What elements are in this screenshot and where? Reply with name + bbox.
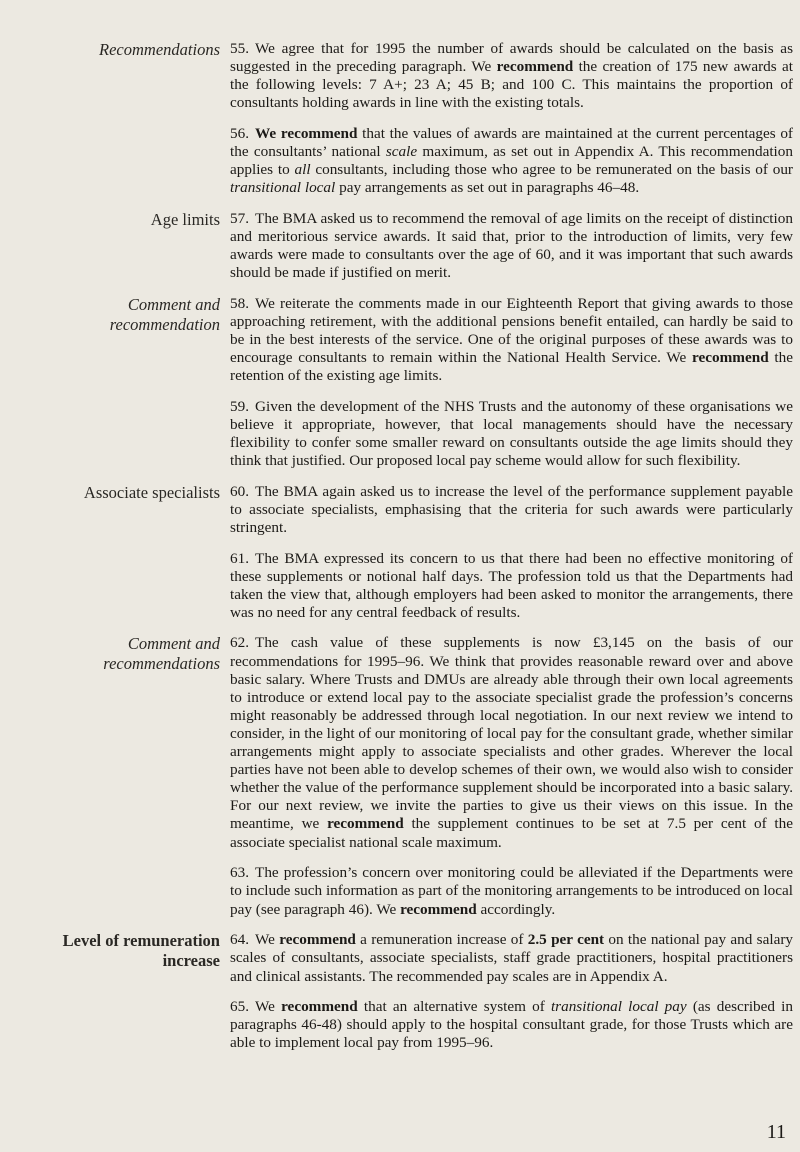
- margin-heading-line: recommendation: [109, 314, 220, 334]
- paragraph-text: consultants, including those who agree to be remunerated on the basis of our: [310, 161, 794, 179]
- margin-heading-level-of-remuneration: [63, 931, 220, 971]
- paragraph-number: 59.: [230, 397, 250, 415]
- margin-heading-comment-recommendation: [110, 295, 220, 335]
- paragraph-number: 60.: [230, 482, 250, 500]
- paragraph-text: a remuneration increase of: [355, 931, 528, 949]
- paragraph-number: 57.: [230, 209, 250, 227]
- paragraph-bold: recommend: [281, 998, 358, 1016]
- paragraph-text: Given the development of the NHS Trusts and the autonomy of these organisations we believe it appropriate, however, that local managements should have the necessary flexibility to confer some smaller reward on consultants outside the age limits should they think that justified. Our proposed local pay scheme would allow for such flexibility.: [230, 397, 793, 469]
- paragraph-text: The cash value of these supplements is now £3,145 on the basis of our recommendations for 1995–96. We think that provides reasonable reward over and above basic salary. Where Trusts and DMUs are already able through their own local agreements to introduce or extend local pay to the associate specialist grade the profession’s concerns might reasonably be addressed through local negotiation. In our next review we intend to consider, in the light of our monitoring of local pay for the consultant grade, whether similar arrangements might apply to associate specialists and other grades. Wherever the local parties have not been able to develop schemes of their own, we would also wish to consider whether the value of the performance supplement should be incorporated into a basic salary. For our next review, we invite the parties to give us their views on this issue. In the meantime, we: [230, 634, 793, 833]
- margin-heading-age-limits: Age limits: [150, 209, 220, 229]
- paragraph-number: 55.: [230, 40, 250, 57]
- paragraph-bold: 2.5 per cent: [527, 931, 605, 949]
- margin-heading-associate-specialists: Associate specialists: [83, 482, 220, 502]
- paragraph-italic: transitional local pay: [550, 998, 687, 1016]
- paragraph-number: 65.: [230, 998, 250, 1016]
- paragraph-text: the creation of 175 new awards at the following levels: 7 A+; 23 A; 45 B; and 100 C. This maintains the proportion of consultants holding awards in line with the existing totals.: [230, 58, 793, 112]
- paragraph-number: 61.: [230, 549, 250, 567]
- paragraph-60: [230, 483, 793, 537]
- paragraph-bold: recommend: [400, 900, 477, 918]
- paragraph-text: The BMA again asked us to increase the level of the performance supplement payable to associate specialists, emphasising that the criteria for such awards were particularly stringent.: [230, 482, 793, 536]
- paragraph-text: maximum, as set out in Appendix A. This recommendation applies to: [230, 143, 793, 179]
- paragraph-61: [230, 550, 793, 622]
- margin-heading-line: Comment and: [127, 294, 220, 314]
- paragraph-text: We: [255, 931, 280, 949]
- paragraph-text: the supplement continues to be set at 7.5 per cent of the associate specialist national scale maximum.: [230, 815, 793, 851]
- page-number: 11: [766, 1121, 786, 1143]
- paragraph-italic: transitional local: [230, 179, 336, 197]
- paragraph-bold: recommend: [327, 815, 404, 833]
- margin-heading-recommendations: Recommendations: [99, 40, 220, 59]
- paragraph-bold: recommend: [496, 58, 574, 76]
- margin-heading-comment-recommendations: [103, 634, 220, 674]
- paragraph-text: accordingly.: [476, 900, 556, 918]
- paragraph-number: 56.: [230, 124, 250, 142]
- paragraph-bold: recommend: [692, 349, 769, 367]
- paragraph-text: the retention of the existing age limits.: [230, 349, 793, 385]
- paragraph-text: pay arrangements as set out in paragraphs 46–48.: [335, 179, 640, 197]
- paragraph-number: 62.: [230, 634, 250, 652]
- paragraph-italic: scale: [385, 143, 418, 161]
- paragraph-58: [230, 295, 793, 385]
- paragraph-bold: We recommend: [255, 124, 358, 142]
- paragraph-62: [230, 634, 793, 851]
- paragraph-text: The BMA asked us to recommend the removal of age limits on the receipt of distinction and meritorious service awards. It said that, prior to the introduction of limits, very few awards were made to consultants over the age of 60, and it was important that such awards should be made if justified on merit.: [230, 209, 793, 282]
- paragraph-59: [230, 398, 793, 470]
- paragraph-bold: recommend: [279, 931, 356, 949]
- paragraph-57: [230, 210, 793, 282]
- paragraph-text: The BMA expressed its concern to us that there had been no effective monitoring of these supplements or notional half days. The profession told us that the Departments had taken the view that, although employers had been asked to monitor the arrangements, there was no need for any central feedback of results.: [230, 549, 793, 621]
- paragraph-italic: all: [294, 161, 311, 179]
- paragraph-64: [230, 931, 793, 985]
- paragraph-text: that an alternative system of: [357, 998, 551, 1016]
- paragraph-text: We: [255, 998, 282, 1016]
- paragraph-number: 63.: [230, 864, 250, 882]
- paragraph-text: The profession’s concern over monitoring could be alleviated if the Departments were to include such information as part of the monitoring arrangements to be introduced on local pay (see paragraph 46). We: [230, 864, 793, 918]
- paragraph-number: 64.: [230, 931, 250, 949]
- paragraph-text: We agree that for 1995 the number of awards should be calculated on the basis as suggested in the preceding paragraph. We: [230, 40, 793, 76]
- paragraph-text: We reiterate the comments made in our Eighteenth Report that giving awards to those approaching retirement, with the additional pensions benefit entailed, can hardly be said to be in the best interests of the service. One of the original purposes of these awards was to encourage consultants to remain within the National Health Service. We: [230, 294, 793, 367]
- paragraph-65: [230, 998, 793, 1052]
- margin-heading-line: increase: [162, 951, 220, 971]
- paragraph-56: [230, 125, 793, 197]
- paragraph-text: (as described in paragraphs 46-48) should apply to the hospital consultant grade, for those Trusts which are able to implement local pay from 1995–96.: [230, 998, 793, 1052]
- margin-heading-line: Level of remuneration: [62, 931, 220, 951]
- paragraph-number: 58.: [230, 294, 250, 312]
- paragraph-text: on the national pay and salary scales of consultants, associate specialists, staff grade practitioners, hospital practitioners and clinical assistants. The recommended pay scales are in Appendix A.: [230, 931, 794, 985]
- paragraph-55: [230, 40, 793, 112]
- paragraph-text: that the values of awards are maintained at the current percentages of the consultants’ national: [230, 124, 793, 161]
- paragraph-63: [230, 864, 793, 918]
- margin-heading-line: Comment and: [127, 634, 220, 654]
- margin-heading-line: recommendations: [103, 654, 220, 674]
